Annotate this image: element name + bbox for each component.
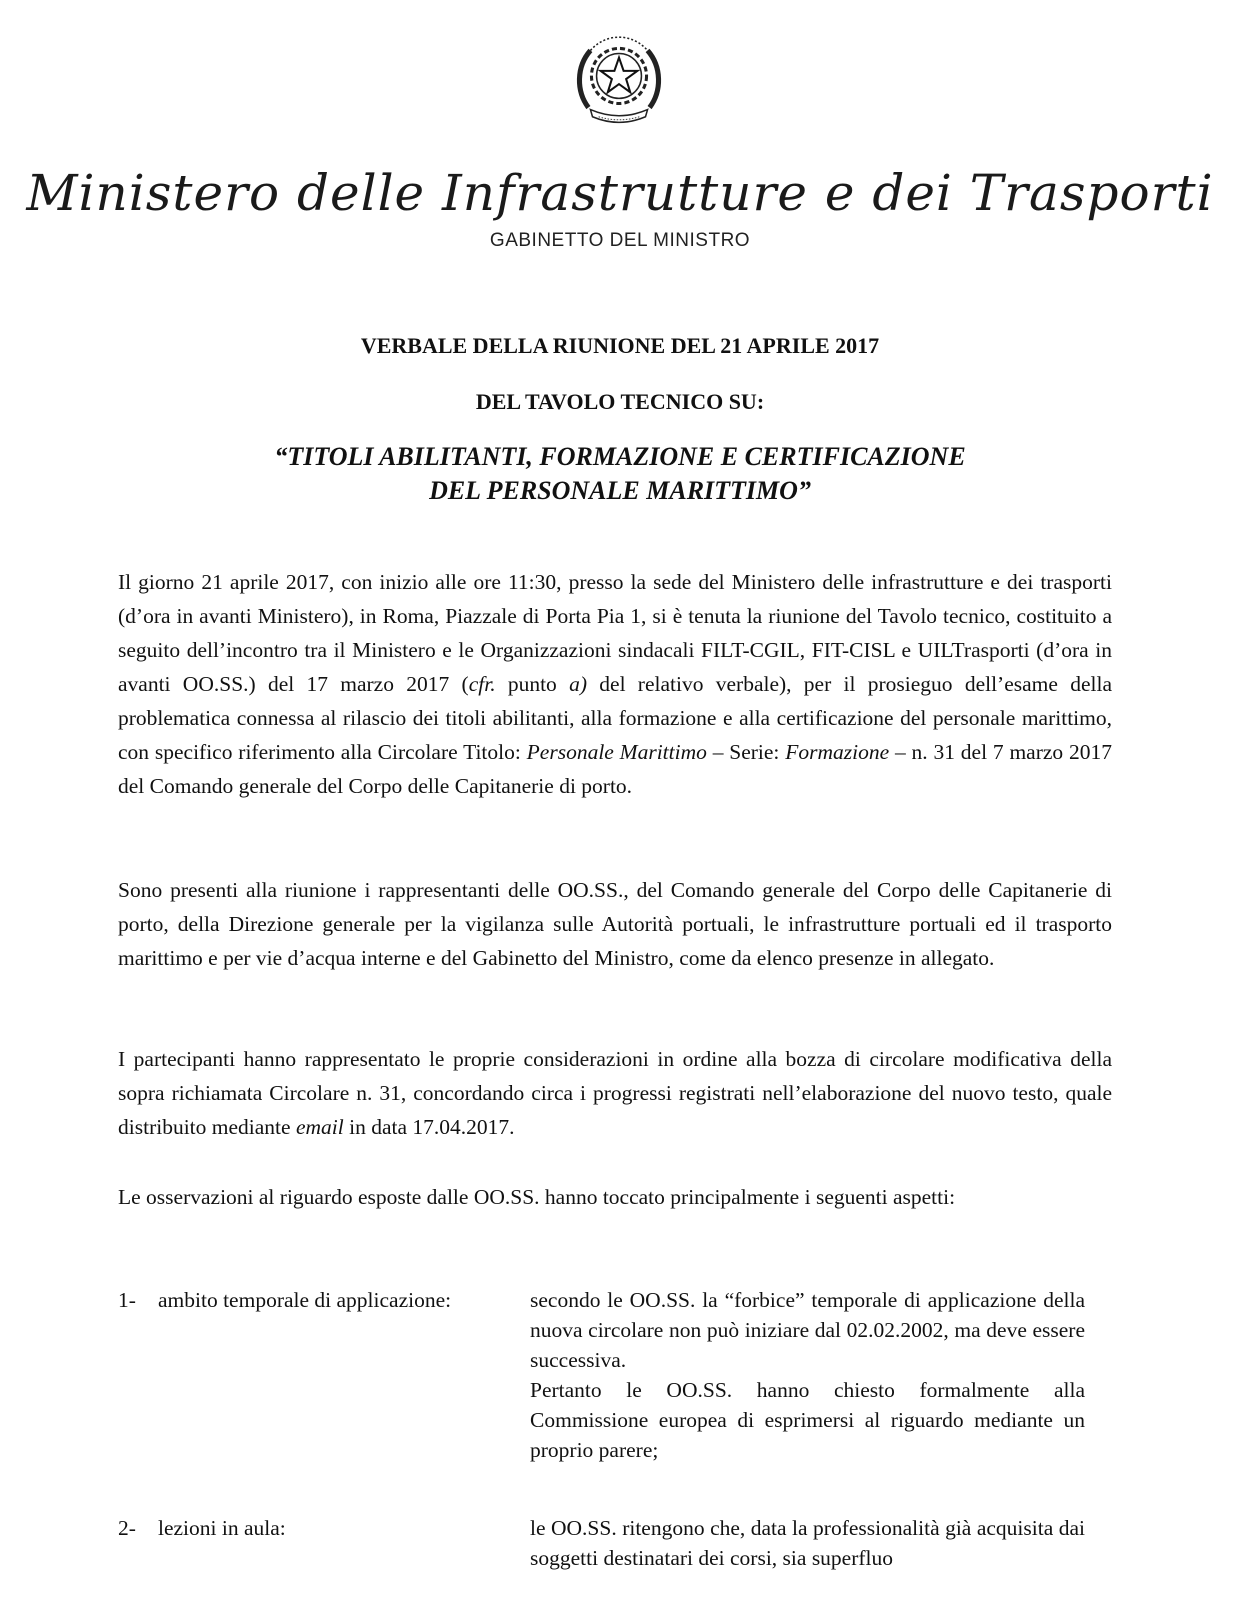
paragraph-4: Le osservazioni al riguardo esposte dalle OO.SS. hanno toccato principalmente i seguenti aspetti: bbox=[118, 1185, 956, 1209]
document-title: VERBALE DELLA RIUNIONE DEL 21 APRILE 2017 bbox=[360, 333, 880, 358]
list-item-text: le OO.SS. ritengono che, data la professionalità già acquisita dai soggetti destinatari dei corsi, sia superfluo bbox=[530, 1516, 1085, 1570]
list-item-label: lezioni in aula: bbox=[158, 1516, 286, 1540]
document-subtitle: DEL TAVOLO TECNICO SU: bbox=[475, 389, 765, 414]
paragraph-3: I partecipanti hanno rappresentato le proprie considerazioni in ordine alla bozza di circolare modificativa della sopra richiamata Circolare n. 31, concordando circa i progressi registrati nell’elaborazione del nuovo testo, quale distribuito mediante email in data 17.04.2017. bbox=[118, 1047, 1112, 1139]
list-item-number: 1- bbox=[118, 1288, 136, 1312]
ministry-name: Ministero delle Infrastrutture e dei Trasporti bbox=[26, 164, 1214, 222]
list-item-label: ambito temporale di applicazione: bbox=[158, 1288, 452, 1312]
repubblica-italiana-emblem-icon bbox=[568, 28, 670, 130]
subject-line-1: “TITOLI ABILITANTI, FORMAZIONE E CERTIFICAZIONE bbox=[274, 442, 966, 471]
list-item-text: secondo le OO.SS. la “forbice” temporale di applicazione della nuova circolare non può iniziare dal 02.02.2002, ma deve essere successiva. Pertanto le OO.SS. hanno chiesto formalmente alla Commissione europea di esprimersi al riguardo mediante un proprio parere; bbox=[530, 1288, 1085, 1462]
paragraph-1: Il giorno 21 aprile 2017, con inizio alle ore 11:30, presso la sede del Ministero delle infrastrutture e dei trasporti (d’ora in avanti Ministero), in Roma, Piazzale di Porta Pia 1, si è tenuta la riunione del Tavolo tecnico, costituito a seguito dell’incontro tra il Ministero e le Organizzazioni sindacali FILT-CGIL, FIT-CISL e UILTrasporti (d’ora in avanti OO.SS.) del 17 marzo 2017 (cfr. punto a) del relativo verbale), per il prosieguo dell’esame della problematica connessa al rilascio dei titoli abilitanti, alla formazione e alla certificazione del personale marittimo, con specifico riferimento alla Circolare Titolo: Personale Marittimo – Serie: Formazione – n. 31 del 7 marzo 2017 del Comando generale del Corpo delle Capitanerie di porto. bbox=[118, 570, 1112, 798]
subject-line-2: DEL PERSONALE MARITTIMO” bbox=[429, 476, 811, 505]
list-item-number: 2- bbox=[118, 1516, 136, 1540]
paragraph-2: Sono presenti alla riunione i rappresentanti delle OO.SS., del Comando generale del Corpo delle Capitanerie di porto, della Direzione generale per la vigilanza sulle Autorità portuali, le infrastrutture portuali ed il trasporto marittimo e per vie d’acqua interne e del Gabinetto del Ministro, come da elenco presenze in allegato. bbox=[118, 878, 1112, 970]
cabinet-name: GABINETTO DEL MINISTRO bbox=[489, 230, 751, 251]
